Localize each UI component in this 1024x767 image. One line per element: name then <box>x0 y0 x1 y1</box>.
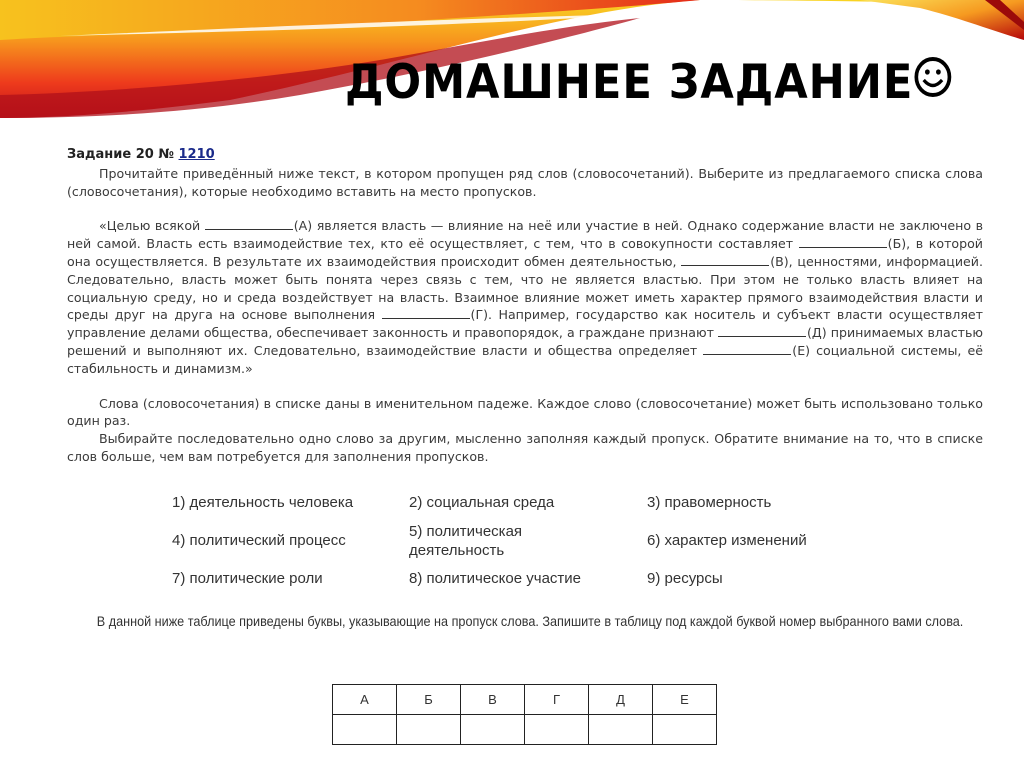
passage-part: (Б), в которой она осуществляется. В результате их взаимодействия происходит обмен деятельностью, <box>67 236 983 269</box>
slide-title <box>345 55 952 110</box>
task-note-case: Слова (словосочетания) в списке даны в именительном падеже. Каждое слово (словосочетание) может быть использовано только один раз. <box>67 395 983 429</box>
blank-b <box>799 236 887 248</box>
answer-cell-d[interactable] <box>589 715 653 745</box>
blank-g <box>382 307 470 319</box>
option-item: 6) характер изменений <box>647 532 807 550</box>
answer-table-header-row <box>333 685 717 715</box>
header-cell-d: Д <box>589 685 653 715</box>
passage-part: (А) является власть — влияние на неё или участие в ней. Однако содержание власти не заключено в ней самой. Власть есть взаимодействие тех, кто её осуществляет, с тем, что в совокупности составляет <box>67 218 983 252</box>
passage-part: (В), ценностями, информацией. Следовательно, власть может быть понята через связь с тем, что не является властью. При этом не только власть влияет на социальную среду, но и среда воздействует на власть. Взаимное влияние может иметь характер прямого взаимодействия власти и среды друг на друга на основе выполнения <box>67 253 983 323</box>
blank-a <box>205 218 293 230</box>
answer-cell-v[interactable] <box>461 715 525 745</box>
option-item: 9) ресурсы <box>647 570 723 588</box>
option-item: 5) политическая деятельность <box>409 522 523 559</box>
passage-part: (Е) социальной системы, её стабильность и динамизм.» <box>67 342 983 376</box>
blank-d <box>718 325 806 337</box>
header-cell-v: В <box>461 685 525 715</box>
option-item: 8) политическое участие <box>409 570 582 588</box>
blank-v <box>681 254 769 266</box>
task-heading <box>67 146 983 164</box>
word-options-list <box>172 484 983 598</box>
task-passage <box>67 217 983 377</box>
answer-cell-e[interactable] <box>653 715 717 745</box>
answer-cell-b[interactable] <box>397 715 461 745</box>
answer-cell-a[interactable] <box>333 715 397 745</box>
option-item: 4) политический процесс <box>172 532 346 550</box>
task-intro: Прочитайте приведённый ниже текст, в котором пропущен ряд слов (словосочетаний). Выберите из предлагаемого списка слова (словосочетания), которые необходимо вставить на место пропусков. <box>67 165 983 199</box>
header-cell-b: Б <box>397 685 461 715</box>
passage-part: (Г). Например, государство как носитель и субъект власти осуществляет управление делами общества, обеспечивает законность и правопорядок, а граждане признают <box>67 307 983 341</box>
table-instruction: В данной ниже таблице приведены буквы, указывающие на пропуск слова. Запишите в таблицу под каждой буквой номер выбранного вами слова. <box>96 613 964 629</box>
option-item: 3) правомерность <box>647 494 772 512</box>
passage-part: (Д) принимаемых властью решений и выполняют их. Следовательно, взаимодействие власти и общества определяет <box>67 325 983 358</box>
answer-table <box>332 684 717 745</box>
passage-part: «Целью всякой <box>99 218 205 234</box>
task-label: Задание 20 № <box>67 147 174 162</box>
header-cell-e: Е <box>653 685 717 715</box>
answer-cell-g[interactable] <box>525 715 589 745</box>
slide-title-text: ДОМАШНЕЕ ЗАДАНИЕ <box>345 55 914 110</box>
smiley-icon <box>913 56 952 98</box>
task-number-link[interactable]: 1210 <box>178 147 215 162</box>
task-note-order: Выбирайте последовательно одно слово за другим, мысленно заполняя каждый пропуск. Обратите внимание на то, что в списке слов больше, чем вам потребуется для заполнения пропусков. <box>67 431 983 464</box>
task-content <box>67 146 983 631</box>
header-cell-g: Г <box>525 685 589 715</box>
header-cell-a: А <box>333 685 397 715</box>
option-item: 1) деятельность человека <box>172 494 354 512</box>
option-item: 2) социальная среда <box>409 494 555 512</box>
option-item: 7) политические роли <box>172 570 323 588</box>
blank-e <box>703 343 791 355</box>
answer-table-input-row <box>333 715 717 745</box>
